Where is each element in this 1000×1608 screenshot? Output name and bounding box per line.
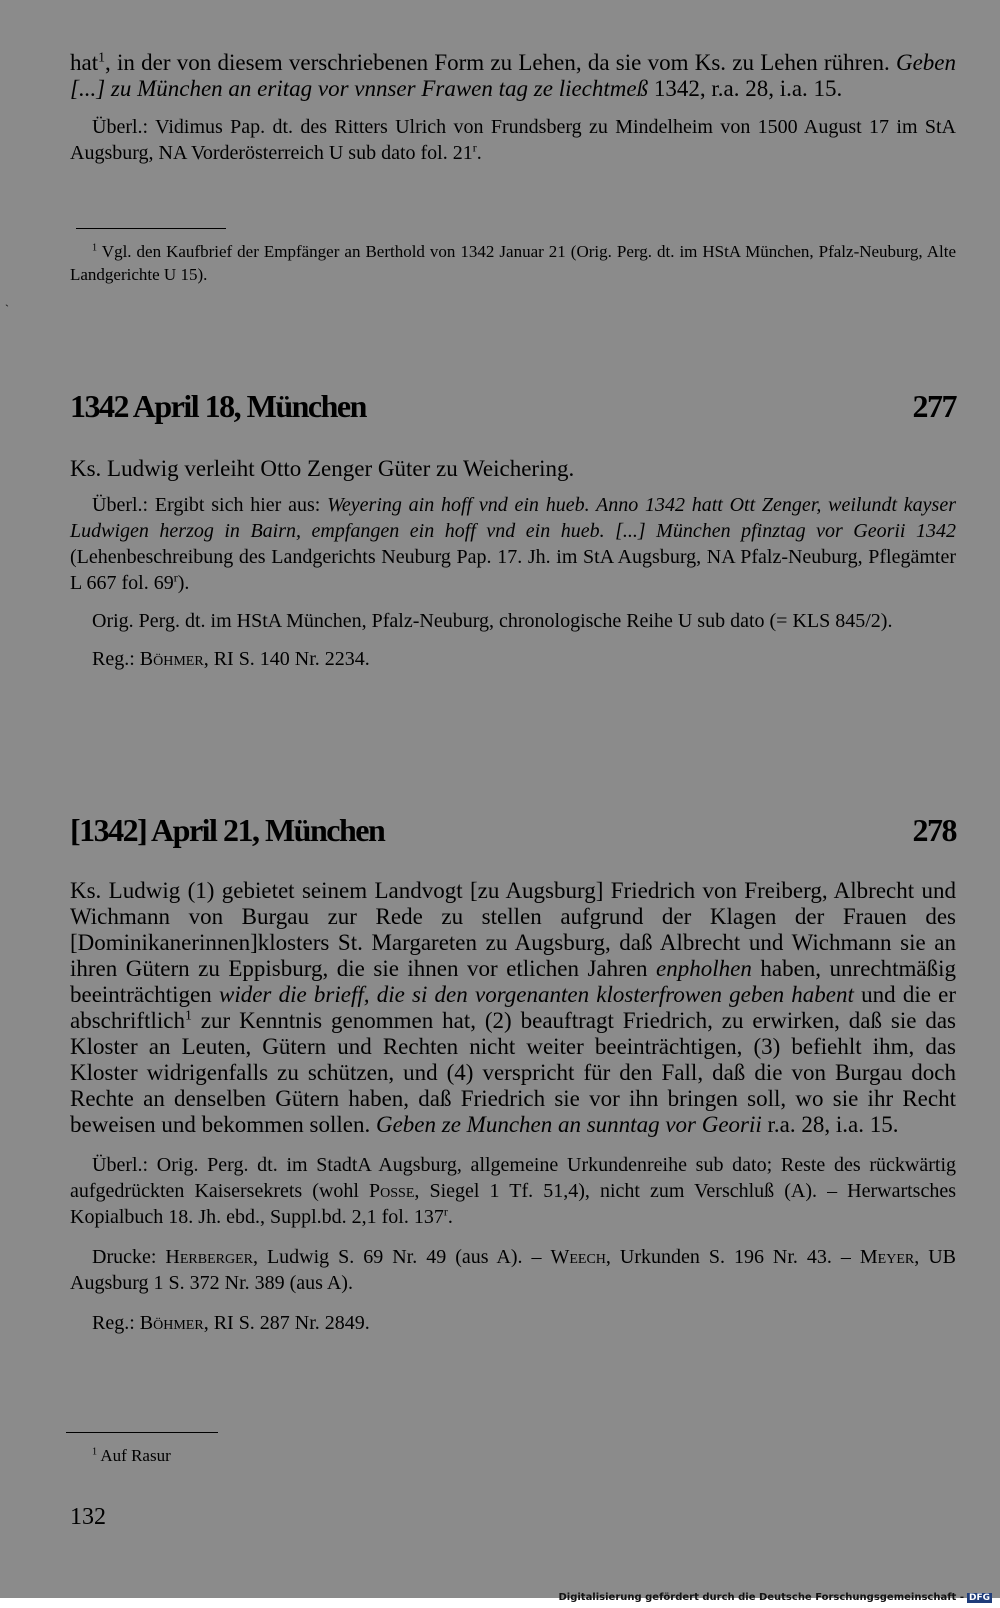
- text-span: r.a. 28, i.a. 15.: [761, 1112, 899, 1137]
- document-277: [70, 456, 956, 672]
- quote-text: enpholhen: [656, 956, 752, 981]
- footnote-ref: 1: [184, 1007, 192, 1023]
- footnote-number: 1: [92, 1446, 98, 1458]
- footnote-number: 1: [92, 242, 98, 254]
- digitization-footer: [558, 1592, 992, 1603]
- author-name: Böhmer: [139, 1312, 204, 1334]
- text-span: , in der von diesem verschriebenen Form zu Lehen, da sie vom Ks. zu Lehen rühren.: [105, 50, 896, 75]
- text-span: Reg.:: [92, 648, 140, 670]
- text-span: , Siegel 1 Tf. 51,4), nicht zum Verschluß (A). – Herwartsches Kopialbuch 18. Jh. ebd., Suppl.bd. 2,1 fol. 137: [70, 1180, 957, 1228]
- text-span: Ks. Ludwig (1) gebietet seinem Landvogt [zu Augsburg] Friedrich von Freiberg, Albrecht und Wichmann von Burgau zur Rede zu stellen aufgrund der Klagen der Frauen des [Dominikanerinnen]klosters St. Margareten zu Augsburg, daß Albrecht und Wichmann sie an ihren Gütern zu Eppisburg, die sie ihnen vor etlichen Jahren: [70, 878, 956, 981]
- document-header-278: [70, 812, 956, 849]
- author-name: Meyer: [859, 1246, 915, 1268]
- footnote: [70, 1444, 956, 1467]
- dfg-logo: DFG: [968, 1592, 990, 1603]
- text-span: .: [447, 1206, 453, 1228]
- quote-text: Geben [...] zu München an eritag vor vnnser Frawen tag ze liechtmeß: [70, 50, 956, 101]
- text-span: ).: [177, 572, 190, 594]
- continuation-text: hat$^1$, in der von diesem verschriebenen Form zu Lehen, da sie vom Ks. zu Lehen rühren. Geben [...] zu München an eritag vor vnnser Frawen tag ze liechtmeß 1342, r.a. 28, i.a. 15. Überl.: Vidimus Pap. dt. des Ritters Ulrich von Frundsberg zu Mindelheim von 1500 August 17 im StA Augsburg, NA Vorderösterreich U sub dato fol. 21$^r$.: [70, 49, 956, 164]
- text-span: Überl.: Ergibt sich hier aus:: [92, 494, 328, 516]
- text-span: und die er abschriftlich: [70, 982, 956, 1033]
- text-span: haben, unrechtmäßig beeinträchtigen: [70, 956, 956, 1007]
- footnote-ref: 1: [98, 49, 106, 65]
- document-278: [70, 878, 956, 1336]
- footnote-text: Vgl. den Kaufbrief der Empfänger an Berthold von 1342 Januar 21 (Orig. Perg. dt. im HStA München, Pfalz-Neuburg, Alte Landgerichte U 15).: [70, 242, 956, 284]
- author-name: Weech: [550, 1246, 606, 1268]
- quote-text: Weyering ain hoff vnd ein hueb. Anno 1342 hatt Ott Zenger, weilundt kayser Ludwigen herzog in Bairn, empfangen ein hoff vnd ein hueb. [...] München pfinztag vor Georii 1342: [70, 494, 956, 542]
- page-number: 132: [70, 1504, 106, 1530]
- document-number: 277: [912, 388, 956, 424]
- recto-mark: r: [472, 140, 477, 155]
- document-date: [1342] April 21, München: [70, 812, 385, 848]
- footnote: [70, 240, 956, 286]
- text-span: , Urkunden S. 196 Nr. 43. –: [605, 1246, 860, 1268]
- text-span: hat: [70, 50, 99, 75]
- footnote-text: Auf Rasur: [100, 1446, 171, 1465]
- text-span: Überl.: Orig. Perg. dt. im StadtA Augsburg, allgemeine Urkundenreihe sub dato; Reste des rückwärtig aufgedrückten Kaisersekrets (wohl: [70, 1154, 956, 1202]
- text-span: , UB Augsburg 1 S. 372 Nr. 389 (aus A).: [70, 1246, 956, 1294]
- footnote-rule: [76, 228, 226, 229]
- recto-mark: r: [443, 1204, 448, 1219]
- author-name: Posse: [369, 1180, 415, 1202]
- author-name: Herberger: [165, 1246, 253, 1268]
- original-note: Orig. Perg. dt. im HStA München, Pfalz-Neuburg, chronologische Reihe U sub dato (= KLS 845/2).: [92, 610, 893, 632]
- text-span: Drucke:: [92, 1246, 166, 1268]
- text-span: , Ludwig S. 69 Nr. 49 (aus A). –: [252, 1246, 551, 1268]
- document-date: 1342 April 18, München: [70, 388, 366, 424]
- regest-summary: Ks. Ludwig verleiht Otto Zenger Güter zu Weichering.: [70, 456, 575, 481]
- regest-summary: [70, 878, 956, 1138]
- document-header-277: [70, 388, 956, 425]
- speck: `: [5, 302, 9, 316]
- text-span: 1342, r.a. 28, i.a. 15.: [648, 76, 843, 101]
- text-span: , RI S. 140 Nr. 2234.: [203, 648, 370, 670]
- document-number: 278: [912, 812, 956, 848]
- footer-text: Digitalisierung gefördert durch die Deutsche Forschungsgemeinschaft -: [558, 1592, 964, 1603]
- footnote-rule: [66, 1432, 218, 1433]
- author-name: Böhmer: [139, 648, 204, 670]
- quote-text: wider die brieff, die si den vorgenanten klosterfrowen geben habent: [218, 982, 854, 1007]
- text-span: , RI S. 287 Nr. 2849.: [203, 1312, 370, 1334]
- text-span: zur Kenntnis genommen hat, (2) beauftragt Friedrich, zu erwirken, daß sie das Kloster an Leuten, Gütern und Rechten nicht weiter beeinträchtigen, (3) befiehlt ihm, das Kloster widrigenfalls zu schützen, und (4) verspricht für den Fall, daß die von Burgau doch Rechte an denselben Gütern haben, daß Friedrich sie vor ihn bringen soll, wo sie ihr Recht beweisen und bekommen sollen.: [70, 1008, 956, 1137]
- text-span: (Lehenbeschreibung des Landgerichts Neuburg Pap. 17. Jh. im StA Augsburg, NA Pfalz-Neuburg, Pflegämter L 667 fol. 69: [70, 546, 956, 594]
- quote-text: Geben ze Munchen an sunntag vor Georii: [375, 1112, 762, 1137]
- text-span: Reg.:: [92, 1312, 140, 1334]
- uberlieferung-text: Überl.: Vidimus Pap. dt. des Ritters Ulrich von Frundsberg zu Mindelheim von 1500 August 17 im StA Augsburg, NA Vorderösterreich U sub dato fol. 21: [70, 116, 956, 164]
- recto-mark: r: [173, 570, 178, 585]
